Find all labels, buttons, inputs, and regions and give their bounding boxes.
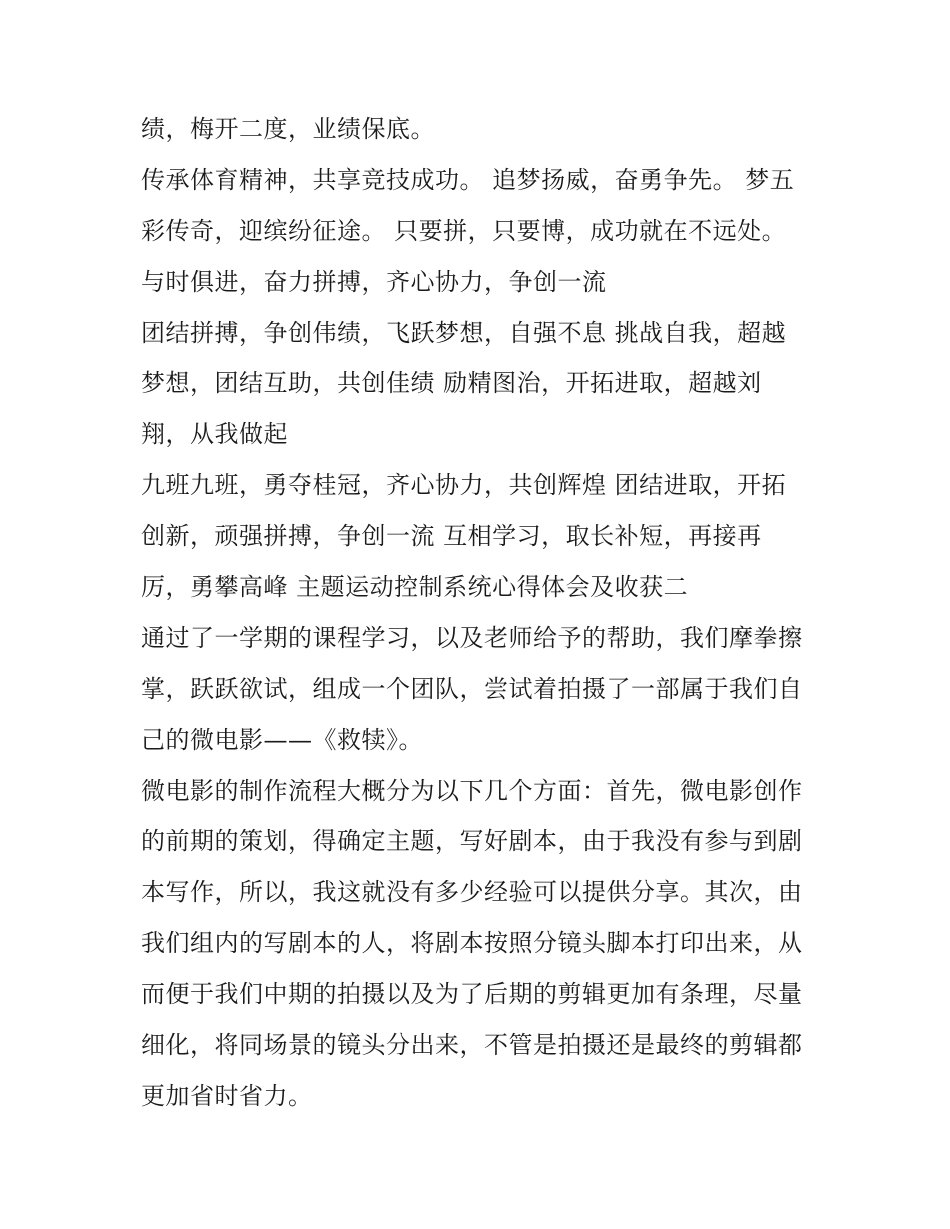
- text-line: 绩，梅开二度，业绩保底。: [141, 115, 435, 143]
- text-line: 的前期的策划，得确定主题，写好剧本，由于我没有参与到剧: [141, 827, 803, 856]
- text-line: 而便于我们中期的拍摄以及为了后期的剪辑更加有条理，尽量: [141, 980, 803, 1009]
- text-line: 创新，顽强拼搏，争创一流 互相学习，取长补短，再接再: [141, 522, 762, 551]
- text-line: 己的微电影——《救犊》。: [141, 725, 423, 754]
- text-line: 厉，勇攀高峰 主题运动控制系统心得体会及收获二: [141, 573, 689, 602]
- text-line: 微电影的制作流程大概分为以下几个方面：首先，微电影创作: [141, 776, 803, 805]
- text-line: 更加省时省力。: [141, 1081, 313, 1110]
- text-line: 掌，跃跃欲试，组成一个团队，尝试着拍摄了一部属于我们自: [141, 674, 803, 703]
- text-line: 通过了一学期的课程学习，以及老师给予的帮助，我们摩拳擦: [141, 623, 803, 652]
- text-line: 翔，从我做起: [141, 420, 288, 449]
- text-line: 与时俱进，奋力拼搏，齐心协力，争创一流: [141, 267, 607, 296]
- text-line: 本写作，所以，我这就没有多少经验可以提供分享。其次，由: [141, 878, 803, 907]
- text-line: 传承体育精神，共享竞技成功。 追梦扬威，奋勇争先。 梦五: [141, 165, 795, 194]
- text-line: 我们组内的写剧本的人，将剧本按照分镜头脚本打印出来，从: [141, 929, 803, 958]
- text-line: 细化，将同场景的镜头分出来，不管是拍摄还是最终的剪辑都: [141, 1031, 803, 1060]
- text-line: 彩传奇，迎缤纷征途。 只要拼，只要博，成功就在不远处。: [141, 216, 787, 245]
- text-line: 九班九班，勇夺桂冠，齐心协力，共创辉煌 团结进取，开拓: [141, 471, 787, 500]
- text-line: 梦想，团结互助，共创佳绩 励精图治，开拓进取，超越刘: [141, 369, 762, 398]
- text-line: 团结拼搏，争创伟绩，飞跃梦想，自强不息 挑战自我，超越: [141, 318, 787, 347]
- body-text: [141, 104, 821, 1122]
